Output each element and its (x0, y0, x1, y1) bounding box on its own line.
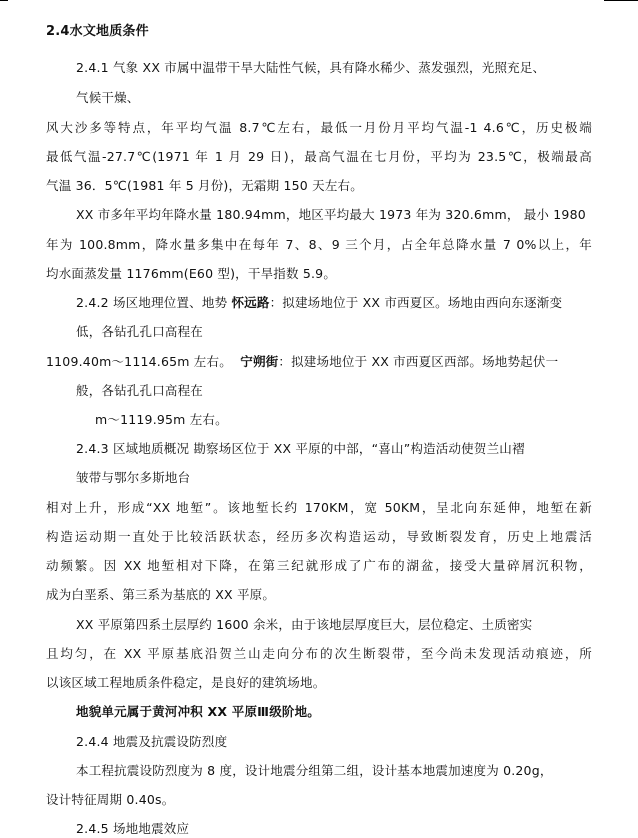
subsection-title: 2.4.4 地震及抗震设防烈度 (76, 734, 228, 749)
paragraph-line: 低，各钻孔孔口高程在 (76, 324, 204, 339)
paragraph-line: XX 市多年平均年降水量 180.94mm，地区平均最大 1973 年为 320.6mm， 最小 1980 (76, 207, 586, 222)
paragraph-text: ：拟建场地位于 XX 市西夏区。场地由西向东逐渐变 (269, 295, 563, 310)
paragraph-line: 成为白垩系、第三系为基底的 XX 平原。 (46, 587, 276, 602)
paragraph-line: 2.4.1 气象 XX 市属中温带干旱大陆性气候，具有降水稀少、蒸发强烈，光照充足、 (76, 60, 546, 75)
paragraph-line: 气温 36．5℃(1981 年 5 月份)，无霜期 150 天左右。 (46, 178, 363, 193)
paragraph-line: 均水面蒸发量 1176mm(E60 型)，干旱指数 5.9。 (46, 266, 337, 281)
landform-statement: 地貌单元属于黄河冲积 XX 平原Ⅲ级阶地。 (76, 704, 320, 719)
paragraph-line: 气候干燥、 (76, 90, 140, 105)
header-rule-left (0, 0, 8, 1)
paragraph-line: 般，各钻孔孔口高程在 (76, 383, 204, 398)
paragraph-line (46, 353, 558, 371)
paragraph-line: 2.4.3 区域地质概况 勘察场区位于 XX 平原的中部，“喜山”构造活动使贺兰山褶 (76, 441, 525, 456)
paragraph-text: ：拟建场地位于 XX 市西夏区西部。场地势起伏一 (278, 354, 559, 369)
paragraph-line: 年为 100.8mm，降水量多集中在每年 7、8、9 三个月，占全年总降水量 7 0%以上，年 (46, 237, 592, 252)
paragraph-line: 设计特征周期 0.40s。 (46, 792, 175, 807)
paragraph-line: 风大沙多等特点，年平均气温 8.7℃左右，最低一月份月平均气温-1 4.6℃，历史极端 (46, 120, 592, 135)
paragraph-line: 最低气温-27.7℃(1971 年 1 月 29 日)，最高气温在七月份，平均为 23.5℃，极端最高 (46, 149, 592, 164)
paragraph-line: XX 平原第四系土层厚约 1600 余米，由于该地层厚度巨大，层位稳定、土质密实 (76, 617, 533, 632)
section-heading: 2.4水文地质条件 (46, 24, 149, 39)
paragraph-line: 动频繁。因 XX 地堑相对下降，在第三纪就形成了广布的湖盆，接受大量碎屑沉积物， (46, 558, 592, 573)
paragraph-line: m～1119.95m 左右。 (95, 412, 228, 427)
paragraph-line: 以该区域工程地质条件稳定，是良好的建筑场地。 (46, 675, 326, 690)
paragraph-line: 相对上升，形成“XX 地堑”。该地堑长约 170KM，宽 50KM，呈北向东延伸，地堑在新 (46, 500, 592, 515)
subsection-title: 2.4.2 场区地理位置、地势 (76, 295, 228, 310)
paragraph-line: 且均匀，在 XX 平原基底沿贺兰山走向分布的次生断裂带，至今尚未发现活动痕迹，所 (46, 646, 592, 661)
paragraph-line (76, 294, 562, 312)
subsection-title: 2.4.5 场地地震效应 (76, 821, 190, 836)
site-name-huaiyuan: 怀远路 (231, 295, 270, 310)
paragraph-line: 本工程抗震设防烈度为 8 度，设计地震分组第二组，设计基本地震加速度为 0.20g， (76, 763, 553, 778)
paragraph-line: 皱带与鄂尔多斯地台 (76, 470, 191, 485)
paragraph-line: 构造运动期一直处于比较活跃状态，经历多次构造运动，导致断裂发育，历史上地震活 (46, 529, 592, 544)
header-rule-right (604, 0, 638, 1)
paragraph-text: 1109.40m～1114.65m 左右。 (46, 354, 232, 369)
site-name-ningshuo: 宁朔街 (240, 354, 279, 369)
